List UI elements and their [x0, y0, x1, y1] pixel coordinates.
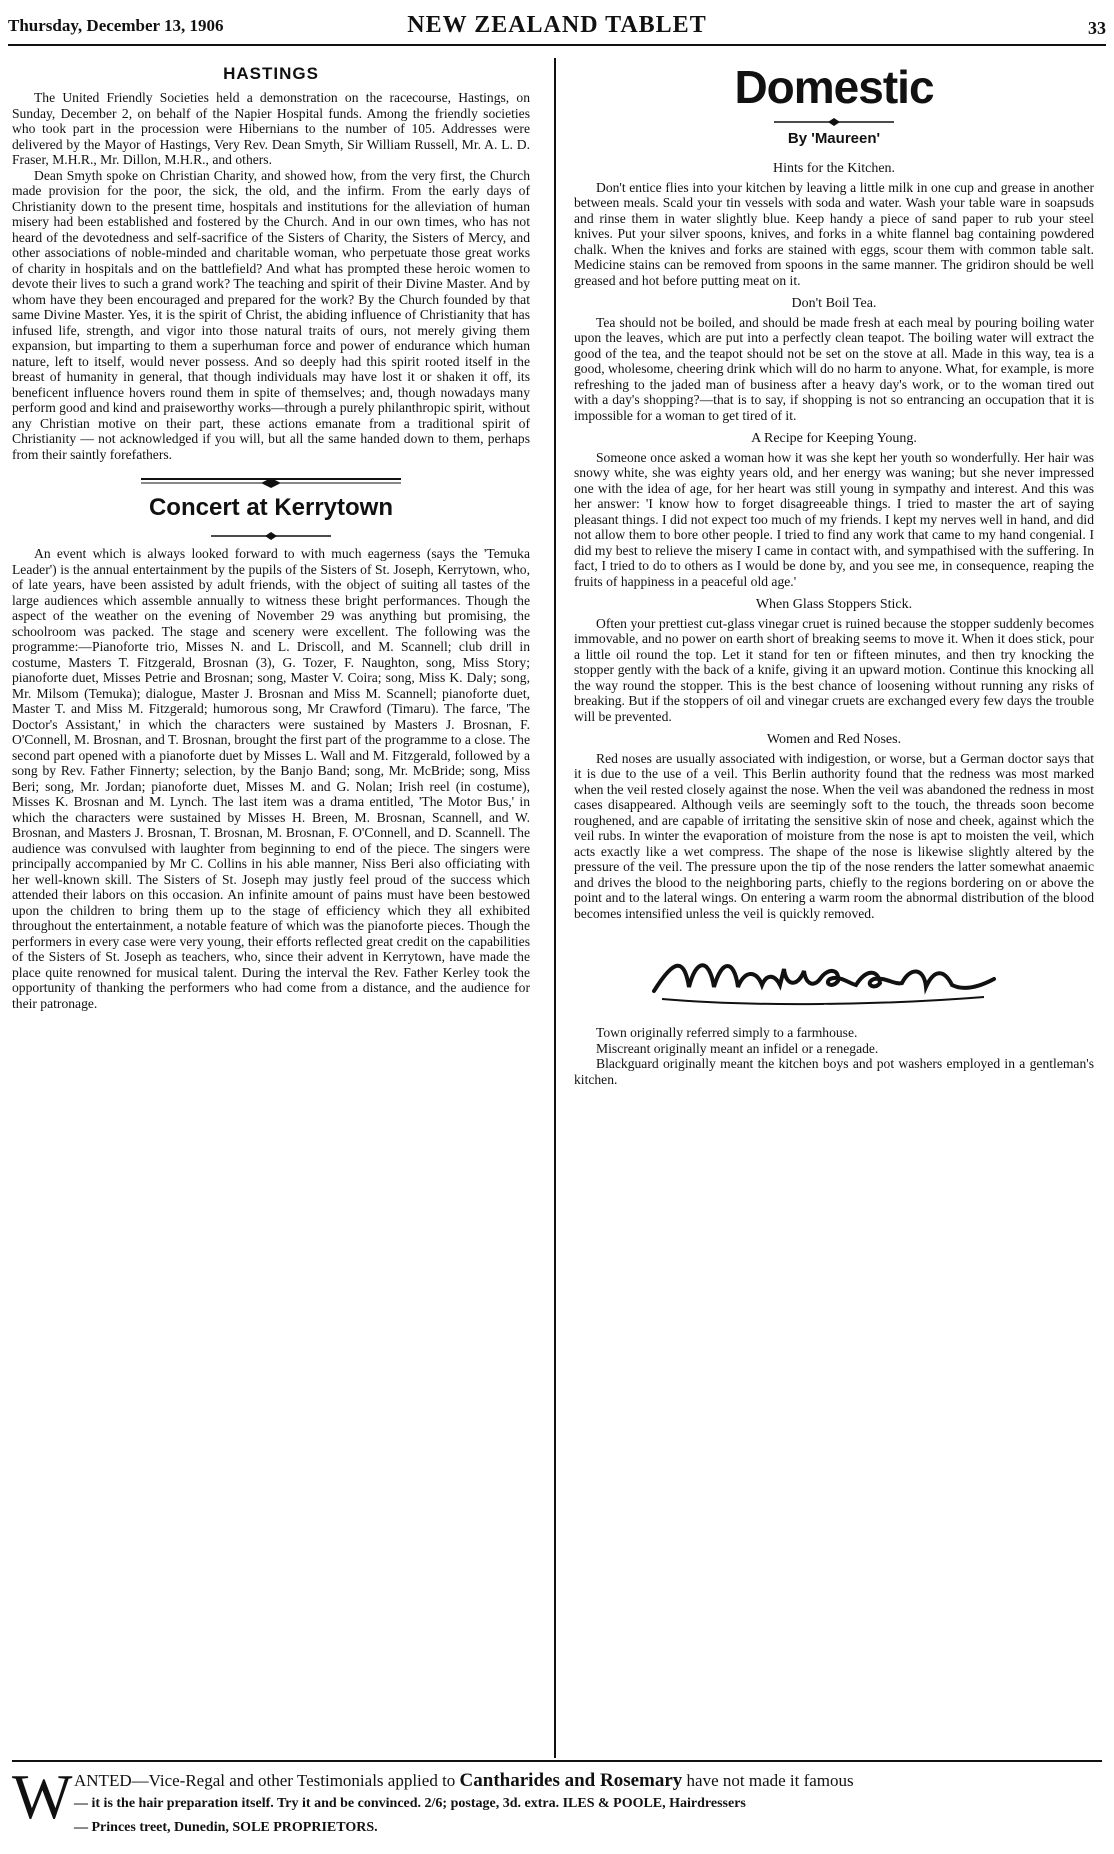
footnote: Blackguard originally meant the kitchen boys and pot washers employed in a gentleman's kitchen. — [574, 1056, 1094, 1087]
ad-line-2: — it is the hair preparation itself. Try it and be convinced. 2/6; postage, 3d. extra. ILES & POOLE, Hairdressers — [74, 1796, 746, 1811]
issue-date: Thursday, December 13, 1906 — [8, 16, 224, 35]
section-heading: Don't Boil Tea. — [791, 296, 877, 311]
section-text: Often your prettiest cut-glass vinegar cruet is ruined because the stopper suddenly becomes immovable, and no power on earth short of breaking seems to move it. When it does stick, pour a little oil round the top. Let it stand for ten or fifteen minutes, and then try knocking the stopper gently with the back of a knife, giving it an upward motion. Continue this knocking all the way round the stopper. This is the best chance of loosening without running any risks of breaking. But if the stoppers of oil and vinegar cruets are exchanged every few days the trouble will be prevented. — [574, 615, 1094, 724]
byline: By 'Maureen' — [787, 130, 881, 147]
domestic-title: Domestic — [734, 61, 934, 113]
ad-line-1a: ANTED—Vice-Regal and other Testimonials applied to — [74, 1771, 456, 1790]
ad-product: Cantharides and Rosemary — [459, 1770, 683, 1791]
section-text: Tea should not be boiled, and should be made fresh at each meal by pouring boiling water upon the leaves, which are put into a perfectly clean teapot. The boiling water will extract the good of the tea, and the teapot should not be set on the stove at all. Made in this way, tea is a good, wholesome, cheering drink which will do no harm to anyone. What, for example, is more refreshing to the jaded man of business after a heavy day's work, or to the woman tired out with a day's shopping?—that is to say, if shopping is not so entrancing an occupation that it is impossible for a woman to get tired of it. — [574, 314, 1094, 423]
column-divider — [554, 58, 556, 1758]
section-heading: Hints for the Kitchen. — [772, 161, 896, 176]
section-text: Don't entice flies into your kitchen by leaving a little milk in one cup and grease in another between meals. Scald your tin vessels with soda and water. Wash your table ware in soapsuds and rinse them in water slightly blue. Keep handy a piece of sand paper to rub your steel knives. Put your silver spoons, knives, and forks in a white flannel bag containing powdered chalk. When the knives and forks are stained with eggs, scour them with common table salt. Medicine stains can be removed from spoons in the same manner. The gridiron should be well greased and hot before putting meat on it. — [574, 179, 1094, 288]
left-column — [12, 56, 530, 1011]
section-heading: When Glass Stoppers Stick. — [755, 597, 913, 612]
ad-line-1 — [74, 1770, 854, 1792]
hastings-heading: HASTINGS — [223, 64, 319, 83]
page-header — [8, 10, 1106, 46]
footnote: Miscreant originally meant an infidel or a renegade. — [596, 1040, 879, 1056]
hair-advertisement — [12, 1760, 1102, 1846]
ornament-dash — [211, 532, 331, 540]
section-text: Red noses are usually associated with indigestion, or worse, but a German doctor says that it is due to the use of a veil. This Berlin authority found that the redness was most marked when the veil rested closely against the nose. When the veil was abandoned the redness in most cases disappeared. Although veils are seemingly soft to the touch, the threads soon become roughened, and are capable of irritating the sensitive skin of nose and cheek, against which the veil rubs. In winter the evaporation of moisture from the nose is apt to moisten the veil, which acts exactly like a wet compress. The shape of the nose is likewise slightly altered by the pressure of the veil. The pressure upon the tip of the nose renders the latter somewhat anaemic and drives the blood to the neighboring parts, chiefly to the regions bordering on or above the point and to the lateral wings. On entering a warm room the abnormal distribution of the blood becomes intensified unless the veil is quickly removed. — [574, 750, 1094, 921]
hastings-paragraph: Dean Smyth spoke on Christian Charity, and showed how, from the very first, the Church made provision for the poor, the sick, the old, and the infirm. From the early days of Christianity down to the present time, hospitals and institutions for the alleviation of human misery had been established and fostered by the Church. And in our own times, who has not heard of the devotedness and self-sacrifice of the Sisters of Charity, the Sisters of Mercy, and other associations of noble-minded and charitable woman, who perpetuate those great works of charity in hospitals and on the battlefield? And what has prompted these heroic women to devote their lives to such a grand work? The teaching and spirit of their Divine Master. And by whom have they been encouraged and prepared for the work? By the Church founded by that same Divine Master. Yes, it is the spirit of Christ, the abiding influence of Christianity that has infused life, strength, and vigor into those natural traits of ours, not merely giving them expansion, but imparting to them a superhuman force and power of endurance which human nature, left to itself, would never possess. And so deeply had this spirit rooted itself in the breast of humanity in general, that though individuals may have lost it or shaken it off, its beneficent influence hovers round them in spite of themselves; and, though nowadays many perform good and kind and praiseworthy works—through a purely philanthropic spirit, without any Christian motive on their part, these actions emanate from a traditional spirit of Christianity — not acknowledged if you will, but all the same handed down to them, perhaps from their saintly forefathers. — [12, 167, 530, 462]
concert-paragraph: An event which is always looked forward to with much eagerness (says the 'Temuka Leader') is the annual entertainment by the pupils of the Sisters of St. Joseph, Kerrytown, who, of late years, have been assisted by adult friends, with the object of suiting all tastes of the large audiences which assemble annually to witness these bright performances. Though the aspect of the weather on the evening of November 29 was anything but promising, the schoolroom was packed. The stage and scenery were excellent. The following was the programme:—Pianoforte trio, Misses N. and L. Driscoll, and M. Scannell; club drill in costume, Masters T. Fitzgerald, Brosnan (3), G. Tozer, F. Naughton, song, Miss Story; pianoforte duet, Misses Petrie and Brosnan; song, Master V. Coira; song, Miss K. Daly; song, Mr. Milsom (Temuka); dialogue, Master J. Brosnan and Miss M. Scannell; pianoforte duet, Master T. and Miss M. Fitzgerald; humorous song, Mr Crawford (Timaru). The farce, 'The Doctor's Assistant,' in which the characters were sustained by Masters J. Brosnan, F. O'Connell, M. Brosnan, and T. Brosnan, brought the first part of the programme to a close. The second part opened with a pianoforte duet by Misses L. Wall and M. Fitzgerald, followed by a song by Rev. Father Finnerty; selection, by the Banjo Band; song, Mr. McBride; song, Miss Beri; song, Mr. Jordan; pianoforte duet, Misses M. and G. Nolan; Irish reel (in costume), Misses K. Brosnan and M. Lynch. The last item was a drama entitled, 'The Motor Bus,' in which the characters were sustained by Misses H. Breen, M. Brosnan, Scannell, and W. Brosnan, and Masters J. Brosnan, T. Brosnan, M. Brosnan, F. O'Connell, and D. Scannell. The audience was convulsed with laughter from beginning to end of the piece. The singers were principally accompanied by Mr C. Collins in his able manner, Niss Beri also officiating with her well-known skill. The Sisters of St. Joseph may justly feel proud of the success which attended their labors on this occasion. An infinite amount of pains must have been bestowed upon the children to bring them up to the stage of efficiency which they all exhibited throughout the entertainment, a notable feature of which was the pianoforte pieces. Though the performers in every case were very young, their efforts reflected great credit on the capabilities of the Sisters of St. Joseph as teachers, who, since their advent in Kerrytown, have made the place quite renowned for musical talent. During the interval the Rev. Father Kerley took the opportunity of thanking the performers who had come from a distance, and the audience for their patronage. — [12, 546, 530, 1011]
right-column — [574, 56, 1094, 1087]
footnote: Town originally referred simply to a farmhouse. — [596, 1025, 858, 1040]
ornament-divider — [141, 476, 401, 488]
ad-drop-initial: W — [12, 1761, 73, 1832]
hastings-paragraph: The United Friendly Societies held a demonstration on the racecourse, Hastings, on Sunday, December 2, on behalf of the Napier Hospital funds. Among the friendly societies who took part in the procession were Hibernians to the number of 105. Addresses were delivered by the Mayor of Hastings, Very Rev. Dean Smyth, Sir William Russell, Mr. A. L. D. Fraser, M.H.R., Mr. Dillon, M.H.R., and others. — [12, 90, 530, 167]
ad-line-3: — Princes treet, Dunedin, SOLE PROPRIETORS. — [74, 1820, 378, 1835]
maureen-signature — [634, 939, 1014, 1009]
masthead: NEW ZEALAND TABLET — [407, 12, 707, 38]
signature-text: Maureen — [824, 1005, 828, 1006]
section-text: Someone once asked a woman how it was she kept her youth so wonderfully. Her hair was snowy white, she was eighty years old, and her energy was waning; but she never impressed one with the idea of age, for her heart was still young in sympathy and interest. And this was her answer: 'I know how to forget disagreeable things. I tried to master the art of saying pleasant things. I did not expect too much of my friends. I kept my nerves well in hand, and did not allow them to bore other people. I tried to find any work that came to my hand congenial. I did my best to relieve the misery I came in contact with, and sympathised with the suffering. In fact, I tried to do to others as I would be done by, and you see me, in consequence, reaping the fruits of happiness in a peaceful old age.' — [574, 449, 1094, 589]
ad-line-1c: have not made it famous — [686, 1771, 854, 1790]
ornament-dash — [774, 118, 894, 126]
concert-heading: Concert at Kerrytown — [148, 494, 394, 521]
section-heading: A Recipe for Keeping Young. — [751, 431, 917, 446]
page-number: 33 — [1088, 18, 1106, 38]
section-heading: Women and Red Noses. — [766, 732, 902, 747]
